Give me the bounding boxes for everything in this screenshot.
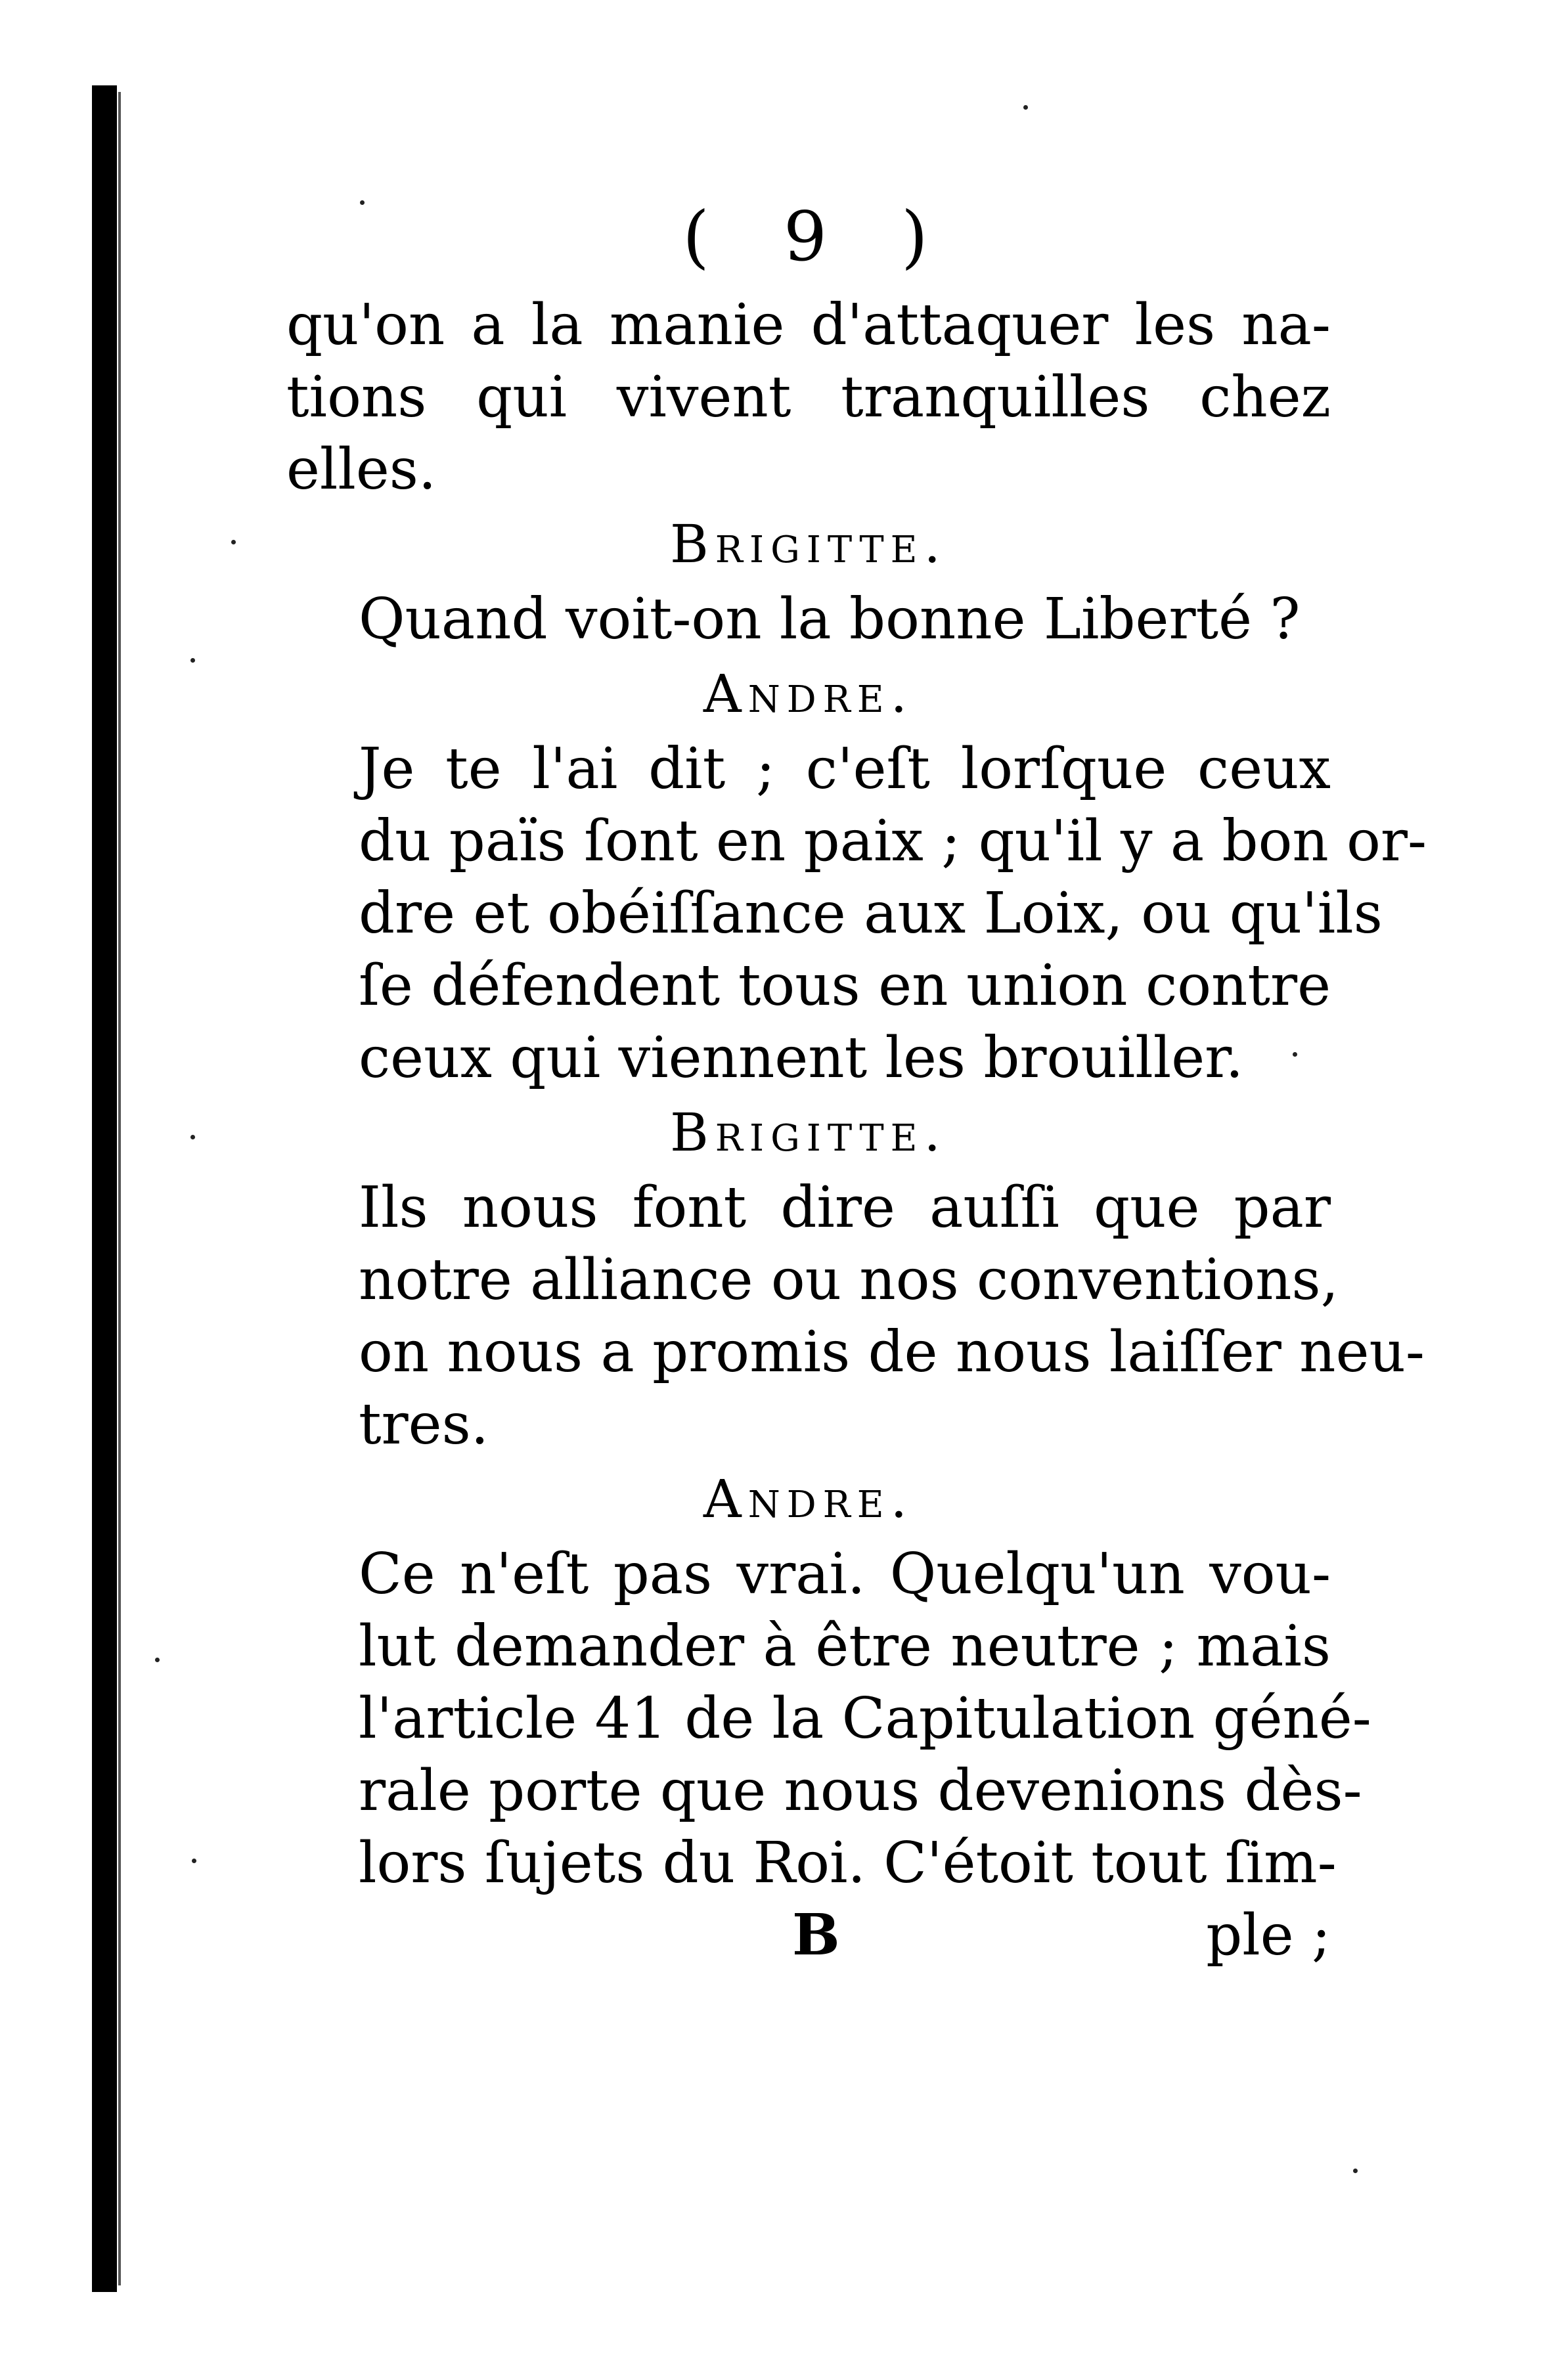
dialogue-paragraph [286, 1172, 1425, 1461]
text-line: lut demander à être neutre ; mais [359, 1614, 1331, 1679]
ink-speck [1023, 105, 1028, 110]
text-line: ſe défendent tous en union contre [359, 953, 1331, 1019]
text-line: du païs ſont en paix ; qu'il y a bon or- [359, 808, 1427, 874]
text-line: elles. [286, 437, 437, 502]
page-number: ( 9 ) [682, 196, 954, 276]
text-block [286, 190, 1427, 2003]
dialogue-paragraph [286, 733, 1427, 1094]
speaker-heading: Andre. [703, 663, 914, 724]
ink-speck [231, 540, 236, 544]
binding-shadow [92, 85, 117, 2292]
text-line: Ils nous font dire auſſi que par [359, 1175, 1331, 1241]
speaker-heading: Brigitte. [670, 514, 947, 575]
speaker-heading: Andre. [703, 1468, 914, 1530]
text-line: tions qui vivent tranquilles chez [286, 364, 1331, 430]
page-content [286, 289, 1427, 1899]
ink-speck [155, 1658, 160, 1662]
dialogue-paragraph [286, 289, 1331, 506]
ink-speck [1353, 2169, 1358, 2173]
footer-row [286, 1899, 1331, 1978]
text-line: lors ſujets du Roi. C'étoit tout ſim- [359, 1830, 1337, 1896]
text-line: ceux qui viennent les brouiller. [359, 1025, 1244, 1091]
dialogue-paragraph [286, 1538, 1371, 1899]
text-line: rale porte que nous devenions dès- [359, 1758, 1362, 1824]
text-line: Quand voit-on la bonne Liberté ? [359, 586, 1301, 652]
text-line: l'article 41 de la Capitulation géné- [359, 1686, 1371, 1752]
text-line: notre alliance ou nos conventions, [359, 1247, 1339, 1313]
text-line: dre et obéiſſance aux Loix, ou qu'ils [359, 881, 1383, 946]
text-line: tres. [359, 1392, 489, 1457]
signature-mark: B [792, 1902, 840, 1968]
ink-speck [192, 1859, 196, 1863]
ink-speck [190, 1135, 195, 1139]
ink-speck [190, 658, 195, 663]
text-line: Je te l'ai dit ; c'eſt lorſque ceux [359, 736, 1331, 802]
speaker-heading: Brigitte. [670, 1102, 947, 1163]
text-line: on nous a promis de nous laiſſer neu- [359, 1319, 1425, 1385]
text-line: qu'on a la manie d'attaquer les na- [286, 292, 1331, 358]
text-line: Ce n'eſt pas vrai. Quelqu'un vou- [359, 1541, 1331, 1607]
binding-edge [118, 92, 121, 2285]
dialogue-paragraph [286, 583, 1331, 655]
catchword: ple ; [1206, 1903, 1331, 1968]
